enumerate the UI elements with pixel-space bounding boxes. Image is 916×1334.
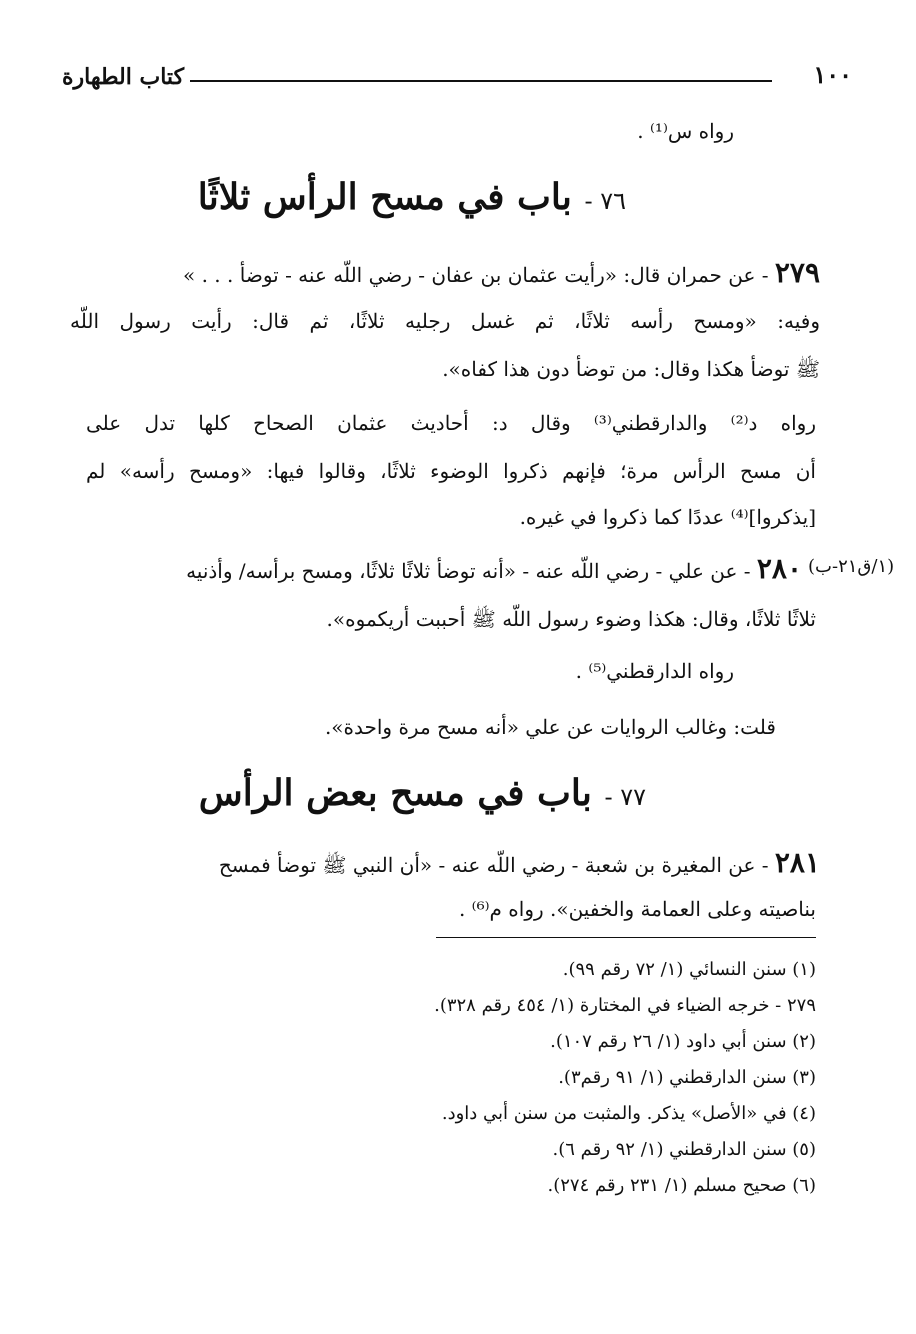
- footnote-1: (١) سنن النسائي (١/ ٧٢ رقم ٩٩).: [562, 959, 816, 980]
- hadith-281-text: - عن المغيرة بن شعبة - رضي اللّه عنه - «أن النبي ﷺ توضأ فمسح: [218, 853, 769, 877]
- page-header: [62, 60, 852, 104]
- footnote-6: (٦) صحيح مسلم (١/ ٢٣١ رقم ٢٧٤).: [547, 1175, 816, 1196]
- hadith-281-line-2: بناصيته وعلى العمامة والخفين». رواه م⁽⁶⁾ .: [458, 897, 816, 921]
- chapter-76-heading: [198, 176, 626, 218]
- hadith-279-line-1: [183, 258, 820, 290]
- footnote-3: (٣) سنن الدارقطني (١/ ٩١ رقم٣).: [558, 1067, 816, 1088]
- hadith-280-note: قلت: وغالب الروايات عن علي «أنه مسح مرة واحدة».: [324, 715, 776, 739]
- chapter-76-number: ٧٦ -: [584, 187, 626, 215]
- hadith-280-line-2: ثلاثًا ثلاثًا، وقال: هكذا وضوء رسول اللّه ﷺ أحببت أريكموه».: [326, 607, 816, 631]
- hadith-280-narration: رواه الدارقطني⁽⁵⁾ .: [575, 659, 734, 683]
- hadith-280-text: - عن علي - رضي اللّه عنه - «أنه توضأ ثلاثًا ثلاثًا، ومسح برأسه/ وأذنيه: [186, 559, 751, 583]
- chapter-76-title: باب في مسح الرأس ثلاثًا: [197, 176, 572, 218]
- chapter-77-title: باب في مسح بعض الرأس: [198, 772, 592, 814]
- hadith-279-line-3: ﷺ توضأ هكذا وقال: من توضأ دون هذا كفاه».: [442, 357, 820, 381]
- chapter-77-heading: [199, 772, 646, 814]
- footnote-279: ٢٧٩ - خرجه الضياء في المختارة (١/ ٤٥٤ رقم ٣٢٨).: [434, 995, 816, 1016]
- page-number: ١٠٠: [813, 60, 852, 89]
- hadith-281-number: ٢٨١: [774, 846, 820, 879]
- footnote-2: (٢) سنن أبي داود (١/ ٢٦ رقم ١٠٧).: [550, 1031, 816, 1052]
- hadith-279-commentary-1: رواه د⁽²⁾ والدارقطني⁽³⁾ وقال د: أحاديث عثمان الصحاح كلها تدل على: [86, 411, 817, 435]
- hadith-281-line-1: [219, 848, 820, 880]
- header-rule: [190, 80, 772, 82]
- footnote-5: (٥) سنن الدارقطني (١/ ٩٢ رقم ٦).: [552, 1139, 816, 1160]
- hadith-279-text: - عن حمران قال: «رأيت عثمان بن عفان - رضي اللّه عنه - توضأ . . . »: [183, 263, 769, 287]
- hadith-280-number: ٢٨٠: [756, 552, 802, 585]
- hadith-279-commentary-2: أن مسح الرأس مرة؛ فإنهم ذكروا الوضوء ثلاثًا، وقالوا فيها: «ومسح رأسه» لم: [86, 459, 816, 483]
- hadith-279-line-2: وفيه: «ومسح رأسه ثلاثًا، ثم غسل رجليه ثلاثًا، ثم قال: رأيت رسول اللّه: [70, 309, 820, 333]
- margin-note: (١/ق٢١-ب): [808, 556, 895, 577]
- top-line: رواه س⁽¹⁾ .: [637, 119, 734, 143]
- hadith-279-commentary-3: [يذكروا]⁽⁴⁾ عددًا كما ذكروا في غيره.: [519, 505, 816, 529]
- footnote-4: (٤) في «الأصل» يذكر. والمثبت من سنن أبي داود.: [441, 1103, 816, 1124]
- hadith-279-number: ٢٧٩: [774, 256, 820, 289]
- book-title: كتاب الطهارة: [62, 64, 185, 90]
- chapter-77-number: ٧٧ -: [604, 783, 646, 811]
- hadith-280-line-1: [186, 554, 802, 586]
- footnote-rule: [436, 937, 816, 938]
